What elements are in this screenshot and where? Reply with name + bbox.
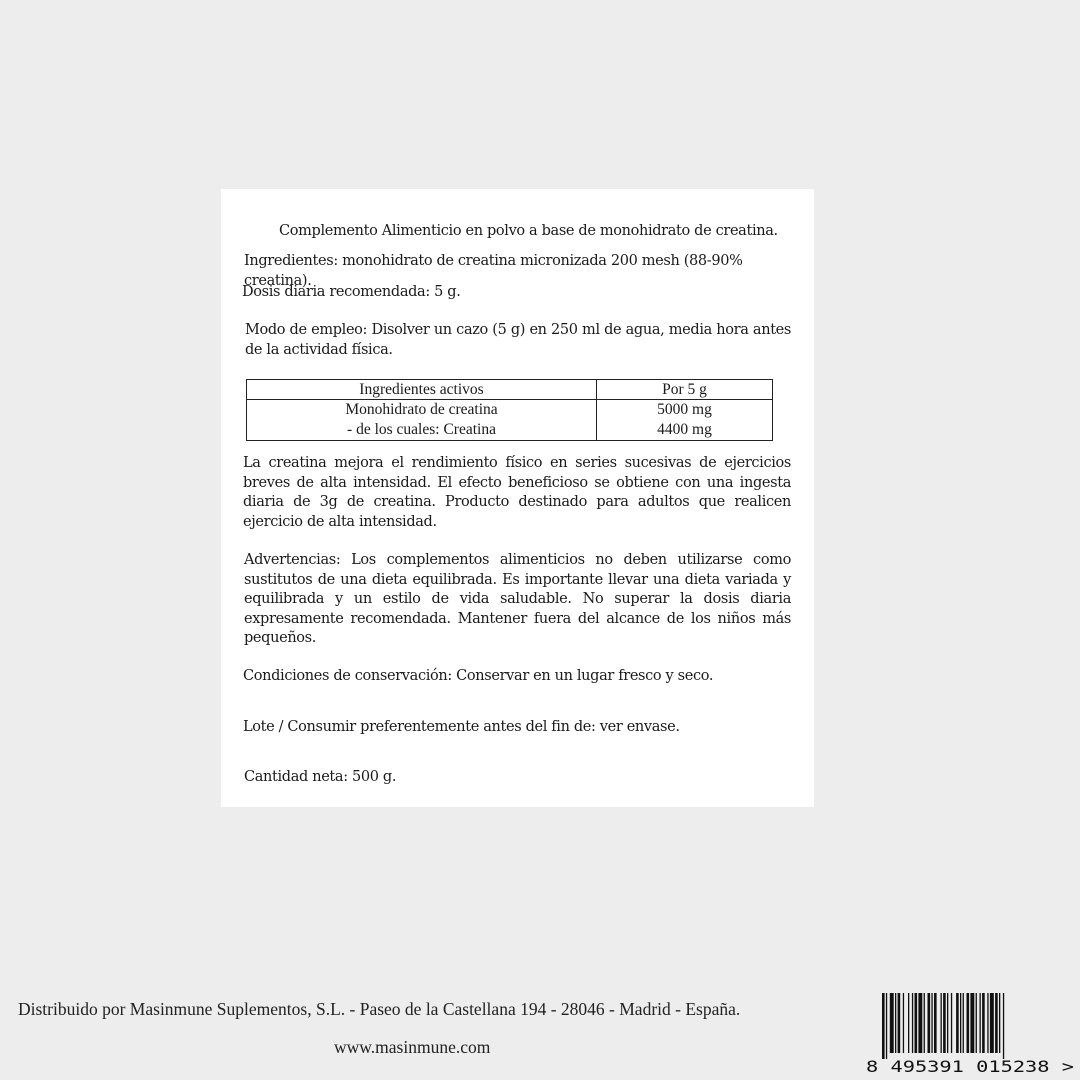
barcode-bar bbox=[970, 993, 974, 1053]
website-link[interactable]: www.masinmune.com bbox=[334, 1037, 491, 1057]
barcode-bar bbox=[999, 993, 1000, 1053]
health-claim-text: La creatina mejora el rendimiento físico en series sucesivas de ejercicios breves de alta intensidad. El efecto beneficioso se obtiene con una ingesta diaria de 3g de creatina. Producto destinado para adultos que realicen ejercicio de alta intensidad. bbox=[243, 455, 791, 530]
table-cell-ingredient: Monohidrato de creatina bbox=[247, 400, 597, 421]
barcode-bar bbox=[903, 993, 904, 1053]
table-row bbox=[247, 420, 773, 441]
barcode-bar bbox=[912, 993, 913, 1053]
barcode-bar bbox=[924, 993, 925, 1053]
active-ingredients-table bbox=[246, 379, 773, 441]
barcode-bar bbox=[956, 993, 959, 1053]
barcode-bar bbox=[967, 993, 970, 1053]
barcode-bar bbox=[960, 993, 961, 1053]
barcode-bar bbox=[908, 993, 909, 1053]
product-label bbox=[221, 189, 814, 807]
table-cell-amount: 4400 mg bbox=[597, 420, 773, 441]
ingredients-text: Ingredientes: monohidrato de creatina micronizada 200 mesh (88-90% creatina). bbox=[244, 253, 743, 289]
barcode-bar bbox=[995, 993, 998, 1053]
barcode-bar bbox=[931, 993, 932, 1053]
table-cell-amount: 5000 mg bbox=[597, 400, 773, 421]
table-row bbox=[247, 400, 773, 421]
table-cell-ingredient: - de los cuales: Creatina bbox=[247, 420, 597, 441]
barcode-bar bbox=[915, 993, 918, 1053]
barcode-bar bbox=[963, 993, 964, 1053]
barcode-bar bbox=[886, 993, 887, 1059]
barcode-bar bbox=[987, 993, 988, 1053]
barcode-bar bbox=[934, 993, 937, 1053]
table-header-per-serving: Por 5 g bbox=[597, 380, 773, 400]
usage-text: Modo de empleo: Disolver un cazo (5 g) en 250 ml de agua, media hora antes de la actividad física. bbox=[245, 322, 791, 358]
barcode-bar bbox=[941, 993, 942, 1053]
barcode-bar bbox=[947, 993, 948, 1053]
product-subtitle: Complemento Alimenticio en polvo a base de monohidrato de creatina. bbox=[279, 223, 778, 239]
barcode bbox=[866, 992, 1076, 1076]
distributor-text: Distribuido por Masinmune Suplementos, S.L. - Paseo de la Castellana 194 - 28046 - Madrid - España. bbox=[18, 999, 741, 1019]
daily-dose-text: Dosis diaria recomendada: 5 g. bbox=[242, 284, 461, 300]
table-header-ingredients: Ingredientes activos bbox=[247, 380, 597, 400]
barcode-bar bbox=[980, 993, 981, 1053]
barcode-bar bbox=[976, 993, 977, 1053]
lot-text: Lote / Consumir preferentemente antes del fin de: ver envase. bbox=[243, 719, 680, 735]
barcode-bar bbox=[895, 993, 896, 1053]
barcode-bar bbox=[882, 993, 885, 1059]
barcode-bar bbox=[943, 993, 946, 1053]
barcode-bar bbox=[951, 993, 952, 1053]
storage-text: Condiciones de conservación: Conservar en un lugar fresco y seco. bbox=[243, 668, 714, 684]
barcode-bar bbox=[1003, 993, 1004, 1059]
barcode-bar bbox=[928, 993, 931, 1053]
net-quantity-text: Cantidad neta: 500 g. bbox=[244, 769, 397, 785]
barcode-bar bbox=[890, 993, 894, 1053]
table-header-row bbox=[247, 380, 773, 400]
barcode-digits: 8 495391 015238 > bbox=[866, 1057, 1074, 1076]
barcode-bar bbox=[990, 993, 994, 1053]
barcode-bar bbox=[898, 993, 901, 1053]
barcode-bar bbox=[918, 993, 922, 1053]
barcode-bar bbox=[982, 993, 985, 1053]
warnings-text: Advertencias: Los complementos alimenticios no deben utilizarse como sustitutos de una dieta equilibrada. Es importante llevar una dieta variada y equilibrada y un estilo de vida saludable. No superar la dosis diaria expresamente recomendada. Mantener fuera del alcance de los niños más pequeños. bbox=[244, 552, 791, 646]
